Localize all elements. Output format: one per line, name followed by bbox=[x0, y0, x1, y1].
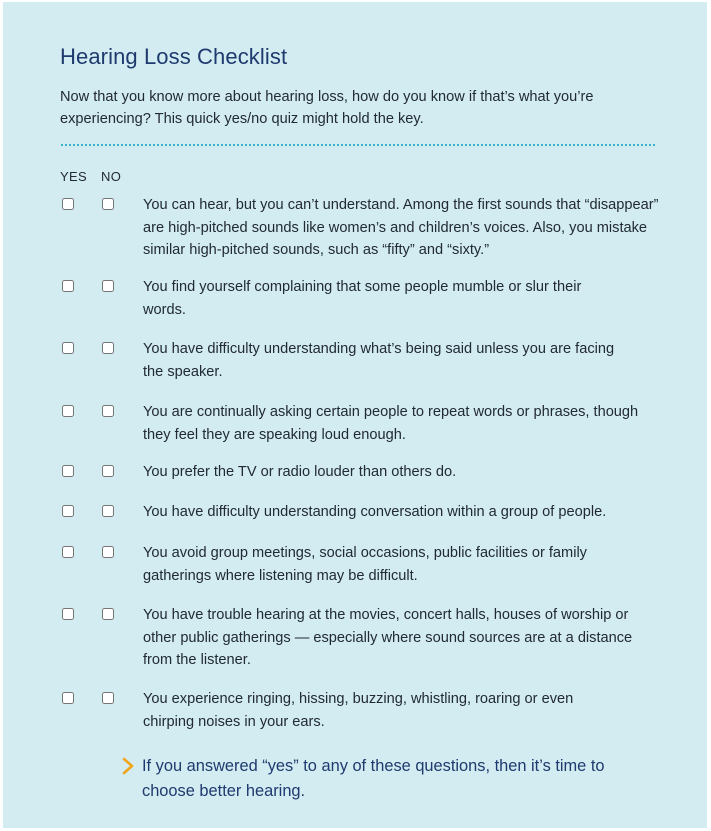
yes-checkbox[interactable] bbox=[62, 505, 74, 517]
no-checkbox[interactable] bbox=[102, 546, 114, 558]
no-checkbox[interactable] bbox=[102, 608, 114, 620]
yes-checkbox[interactable] bbox=[62, 280, 74, 292]
checklist-panel bbox=[3, 2, 707, 828]
chevron-right-icon bbox=[120, 757, 136, 775]
yes-column-header: YES bbox=[60, 169, 87, 184]
no-checkbox[interactable] bbox=[102, 280, 114, 292]
yes-checkbox[interactable] bbox=[62, 692, 74, 704]
question-text: You experience ringing, hissing, buzzing, whistling, roaring or even chirping noises in your ears. bbox=[143, 691, 574, 730]
question-text: You avoid group meetings, social occasions, public facilities or family gatherings where listening may be difficult. bbox=[143, 545, 587, 584]
no-column-header: NO bbox=[101, 169, 122, 184]
no-checkbox[interactable] bbox=[102, 405, 114, 417]
no-checkbox[interactable] bbox=[102, 465, 114, 477]
no-checkbox[interactable] bbox=[102, 342, 114, 354]
yes-checkbox[interactable] bbox=[62, 546, 74, 558]
no-checkbox[interactable] bbox=[102, 692, 114, 704]
footer-text: If you answered “yes” to any of these questions, then it’s time to choose better hearing. bbox=[142, 757, 605, 800]
yes-checkbox[interactable] bbox=[62, 608, 74, 620]
intro-text: Now that you know more about hearing loss, how do you know if that’s what you’re experiencing? This quick yes/no quiz might hold the key. bbox=[60, 89, 594, 127]
yes-checkbox[interactable] bbox=[62, 198, 74, 210]
no-checkbox[interactable] bbox=[102, 198, 114, 210]
dotted-divider bbox=[61, 144, 655, 146]
page-title: Hearing Loss Checklist bbox=[60, 44, 288, 69]
question-text: You have trouble hearing at the movies, concert halls, houses of worship or other public gatherings — especially where sound sources are at a distance from the listener. bbox=[143, 607, 633, 668]
question-text: You are continually asking certain people to repeat words or phrases, though they feel they are speaking loud enough. bbox=[143, 404, 639, 443]
yes-checkbox[interactable] bbox=[62, 342, 74, 354]
question-text: You have difficulty understanding what’s being said unless you are facing the speaker. bbox=[143, 341, 615, 380]
no-checkbox[interactable] bbox=[102, 505, 114, 517]
question-text: You prefer the TV or radio louder than others do. bbox=[143, 464, 457, 480]
yes-checkbox[interactable] bbox=[62, 465, 74, 477]
question-text: You can hear, but you can’t understand. Among the first sounds that “disappear” are high-pitched sounds like women’s and children’s voices. Also, you mistake similar high-pitched sounds, such as “fifty” and “sixty.” bbox=[143, 197, 659, 258]
question-text: You find yourself complaining that some people mumble or slur their words. bbox=[143, 279, 582, 318]
yes-checkbox[interactable] bbox=[62, 405, 74, 417]
question-text: You have difficulty understanding conversation within a group of people. bbox=[143, 504, 607, 520]
